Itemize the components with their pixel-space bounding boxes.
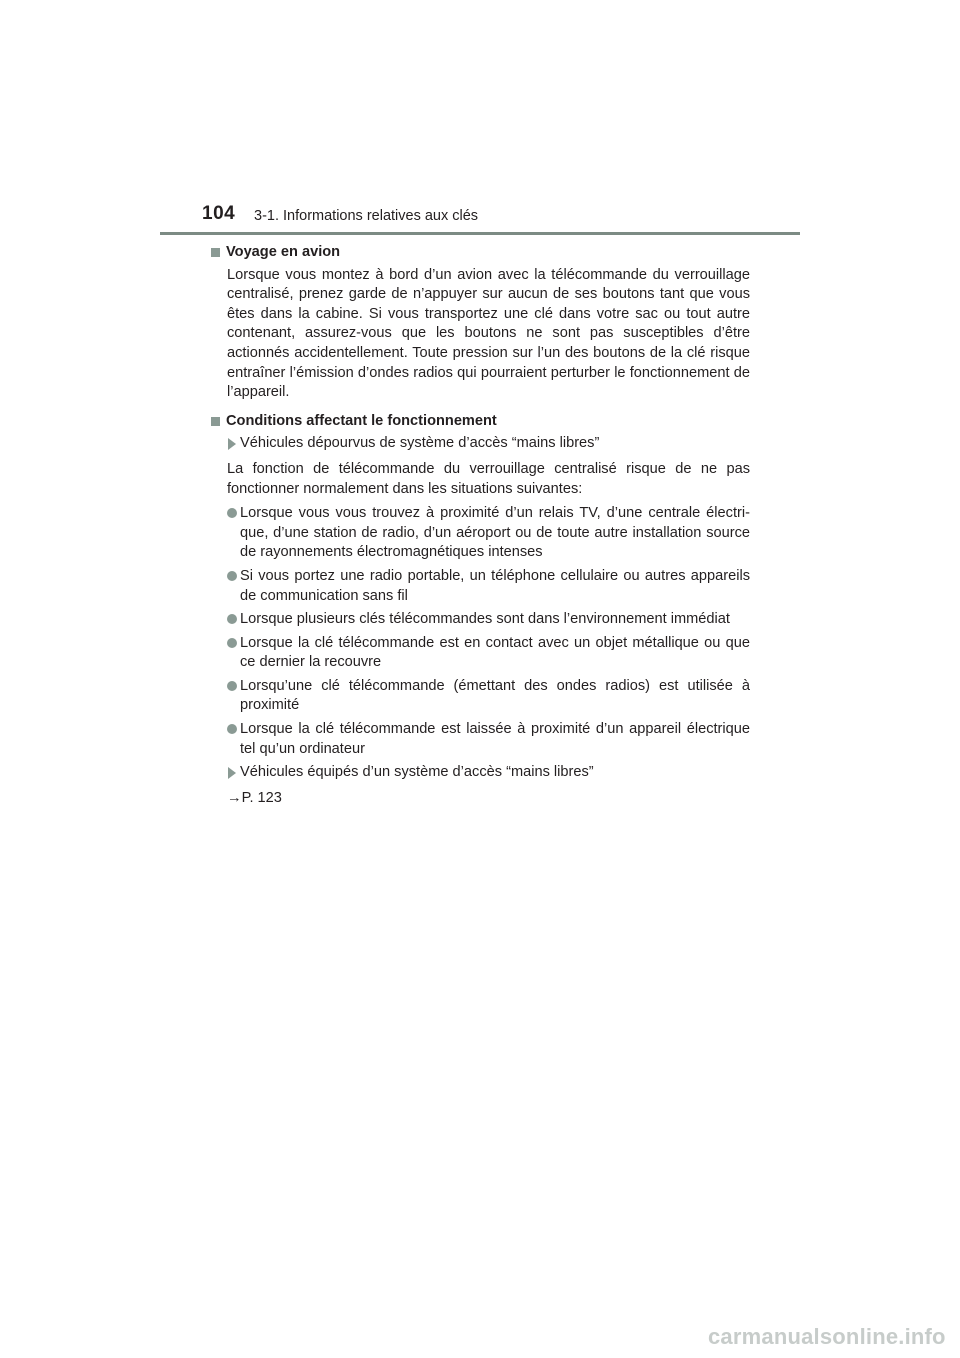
section-title-text: Voyage en avion — [226, 244, 341, 260]
list-item-text: Lorsque la clé télécommande est laissée à proximité d’un appareil électrique tel qu’un ordinateur — [240, 721, 750, 757]
circle-bullet-icon — [227, 614, 237, 624]
triangle-right-icon — [228, 438, 236, 450]
list-item — [227, 567, 750, 606]
list-item-text: Lorsqu’une clé télécommande (émettant des ondes radios) est utilisée à proximité — [240, 677, 750, 714]
subheading-with-smart-entry — [227, 763, 750, 783]
page-content — [210, 243, 750, 808]
list-item-text: Si vous portez une radio portable, un téléphone cellulaire ou autres appareils de communication sans fil — [240, 567, 750, 604]
chapter-title: 3-1. Informations relatives aux clés — [254, 208, 479, 224]
paragraph-conditions-intro: La fonction de télécommande du verrouillage centralisé risque de ne pas fonctionner normalement dans les situations suivantes: — [227, 460, 750, 497]
list-item-text: Lorsque plusieurs clés télécommandes sont dans l’environnement immédiat — [240, 611, 730, 628]
page-reference-link[interactable]: →P. 123 — [227, 789, 282, 806]
list-item — [227, 677, 750, 716]
section-title-text: Conditions affectant le fonctionnement — [226, 412, 497, 429]
paragraph-voyage: Lorsque vous montez à bord d’un avion avec la télécommande du verrouillage centralisé, prenez garde de n’appuyer sur aucun de ses boutons tant que vous êtes dans la cabine. Si vous transportez une clé dans votre sac ou tout autre contenant, assurez-vous que les boutons ne sont pas susceptibles d’être actionnés accidentellement. Toute pression sur l’un des boutons de la clé risque entraîner l’émission d’ondes radios qui pourraient perturber le fonctionnement de l’appareil. — [227, 266, 750, 401]
list-item-text: Lorsque la clé télécommande est en contact avec un objet métallique ou que ce dernier la recouvre — [240, 634, 750, 671]
header-rule — [160, 232, 800, 235]
circle-bullet-icon — [227, 681, 237, 691]
watermark-text: carmanualsonline.info — [708, 1324, 946, 1349]
list-item — [227, 610, 750, 630]
subheading-text: Véhicules dépourvus de système d’accès “mains libres” — [240, 435, 600, 452]
list-item — [227, 720, 750, 759]
section-title-conditions — [210, 412, 750, 432]
square-icon — [211, 248, 220, 257]
subheading-text: Véhicules équipés d’un système d’accès “mains libres” — [240, 764, 594, 781]
square-icon — [211, 417, 220, 426]
list-item — [227, 504, 750, 563]
circle-bullet-icon — [227, 571, 237, 581]
circle-bullet-icon — [227, 638, 237, 648]
circle-bullet-icon — [227, 724, 237, 734]
subheading-without-smart-entry — [227, 434, 750, 454]
triangle-right-icon — [228, 767, 236, 779]
circle-bullet-icon — [227, 508, 237, 518]
page-header — [0, 0, 960, 240]
page-number: 104 — [202, 203, 236, 224]
list-item-text: Lorsque vous vous trouvez à proximité d’un relais TV, d’une centrale électrique, d’une station de radio, d’un aéroport ou de toute autre installation source de rayonnements électromagnétiques intenses — [240, 505, 750, 561]
list-item — [227, 634, 750, 673]
section-title-voyage — [210, 243, 750, 263]
